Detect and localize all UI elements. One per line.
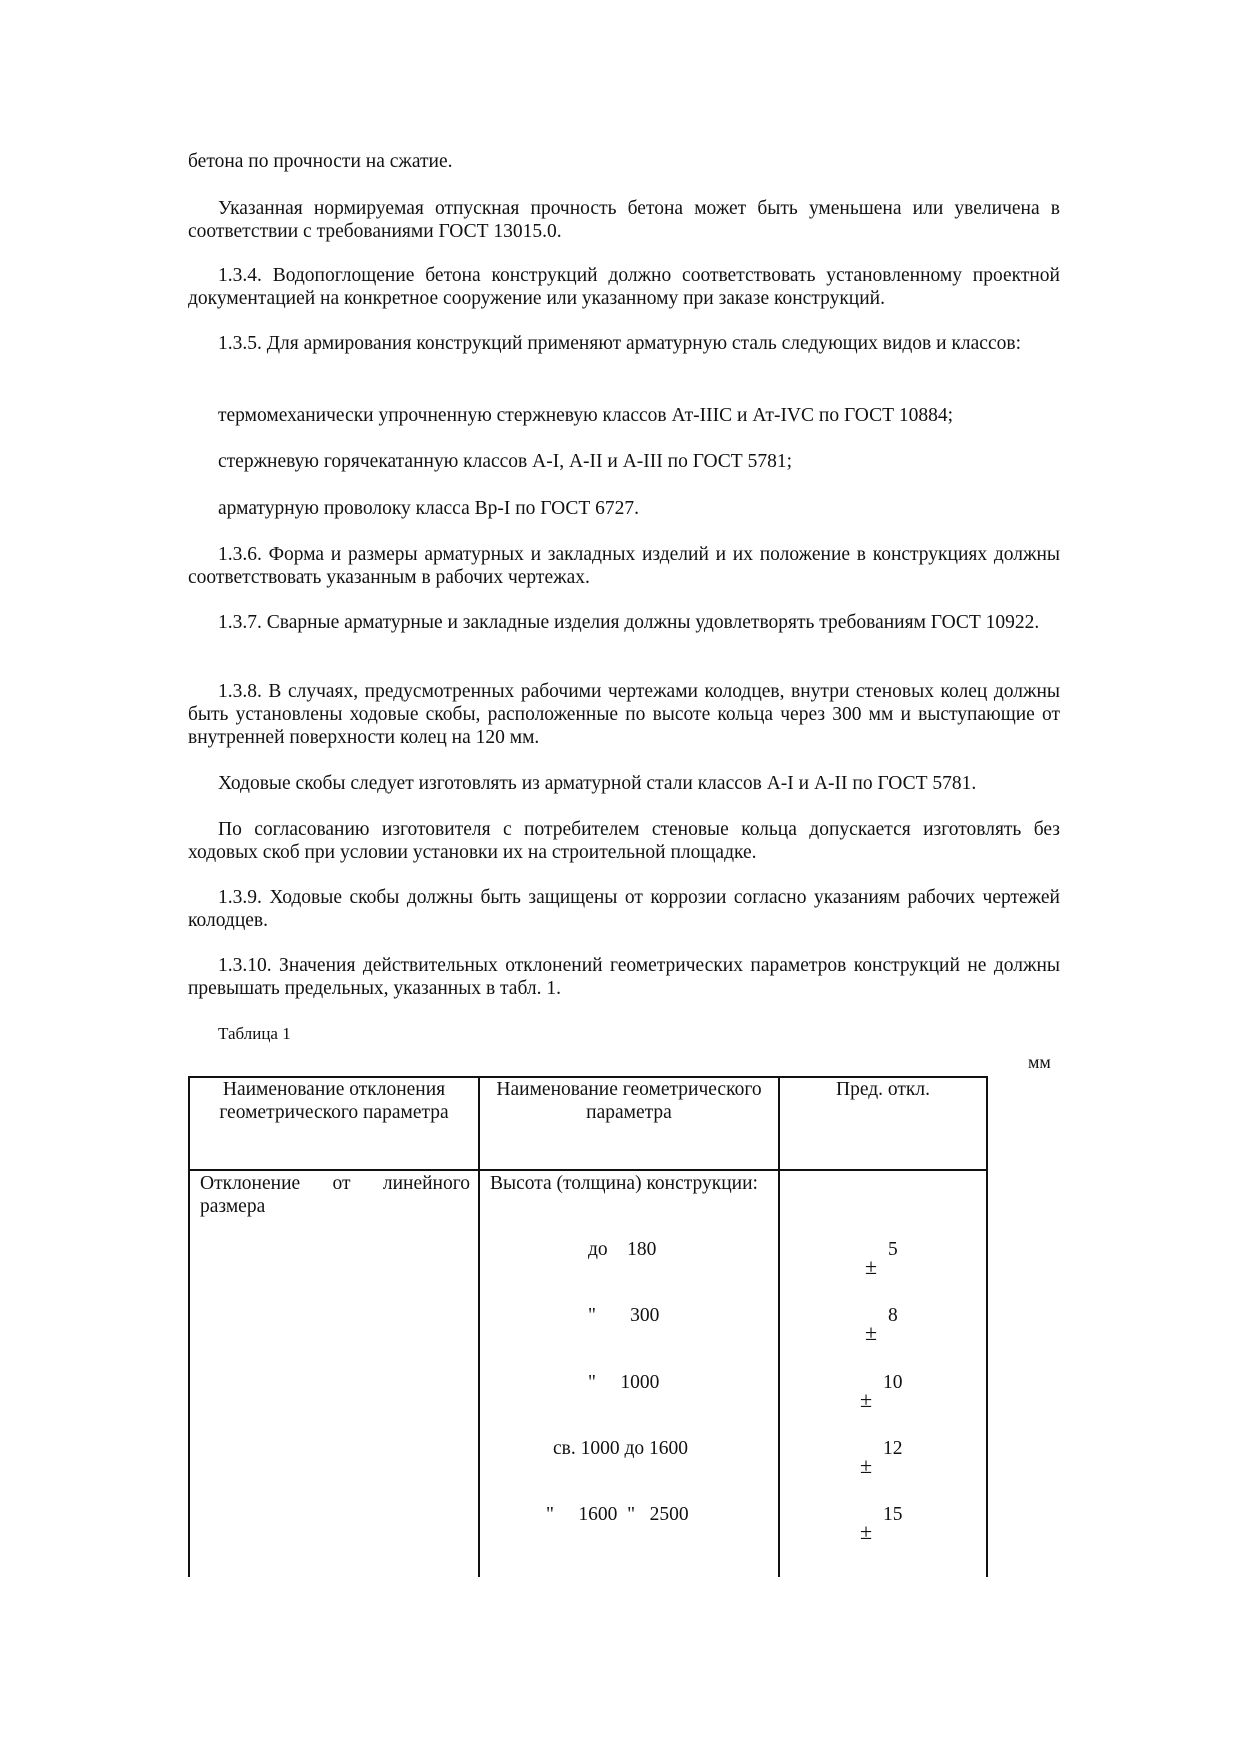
paragraph: 1.3.4. Водопоглощение бетона конструкций должно соответствовать установленному проектной документацией на конкретное сооружение или указанному при заказе конструкций.	[188, 265, 1060, 309]
paragraph: 1.3.6. Форма и размеры арматурных и закладных изделий и их положение в конструкциях должны соответствовать указанным в рабочих чертежах.	[188, 544, 1060, 588]
plus-minus-sign: ±	[860, 1387, 873, 1412]
table-border	[986, 1076, 988, 1577]
plus-minus-sign: ±	[865, 1254, 878, 1279]
param-value: " 300	[588, 1305, 660, 1326]
param-value: до 180	[588, 1239, 657, 1260]
param-label: Высота (толщина) конструкции:	[490, 1173, 758, 1194]
paragraph: 1.3.8. В случаях, предусмотренных рабочими чертежами колодцев, внутри стеновых колец должны быть установлены ходовые скобы, расположенные по высоте кольца через 300 мм и выступающие от внутренней поверхности колец на 120 мм.	[188, 681, 1060, 748]
paragraph: По согласованию изготовителя с потребителем стеновые кольца допускается изготовлять без ходовых скоб при условии установки их на строительной площадке.	[188, 819, 1060, 863]
paragraph: бетона по прочности на сжатие.	[188, 151, 453, 172]
plus-minus-sign: ±	[865, 1320, 878, 1345]
tolerance-value: 8	[888, 1305, 898, 1326]
table-border	[778, 1076, 780, 1577]
paragraph: 1.3.5. Для армирования конструкций применяют арматурную сталь следующих видов и классов:	[218, 333, 1021, 354]
paragraph: 1.3.10. Значения действительных отклонений геометрических параметров конструкций не должны превышать предельных, указанных в табл. 1.	[188, 955, 1060, 999]
table-border	[478, 1076, 480, 1577]
plus-minus-sign: ±	[860, 1519, 873, 1544]
paragraph: 1.3.7. Сварные арматурные и закладные изделия должны удовлетворять требованиям ГОСТ 10922.	[218, 612, 1040, 633]
paragraph: Указанная нормируемая отпускная прочность бетона может быть уменьшена или увеличена в соответствии с требованиями ГОСТ 13015.0.	[188, 198, 1060, 242]
table-header: Наименование отклонения геометрического параметра	[219, 1079, 449, 1123]
tolerance-value: 15	[883, 1504, 903, 1525]
tolerance-value: 10	[883, 1372, 903, 1393]
list-item: термомеханически упрочненную стержневую классов Ат-IIIС и Ат-IVС по ГОСТ 10884;	[218, 405, 954, 426]
table-header: Наименование геометрического параметра	[496, 1079, 762, 1123]
param-value: " 1600 " 2500	[546, 1504, 689, 1525]
param-value: " 1000	[588, 1372, 660, 1393]
table-border	[188, 1076, 190, 1577]
table-border	[188, 1169, 988, 1171]
table-header: Пред. откл.	[836, 1079, 930, 1100]
list-item: стержневую горячекатанную классов А-I, А-II и А-III по ГОСТ 5781;	[218, 451, 793, 472]
row-label: Отклонение от линейного размера	[200, 1173, 470, 1217]
param-value: св. 1000 до 1600	[553, 1438, 689, 1459]
plus-minus-sign: ±	[860, 1453, 873, 1478]
paragraph: Ходовые скобы следует изготовлять из арматурной стали классов А-I и А-II по ГОСТ 5781.	[218, 773, 977, 794]
tolerance-value: 12	[883, 1438, 903, 1459]
table-caption: Таблица 1	[218, 1024, 291, 1043]
paragraph: 1.3.9. Ходовые скобы должны быть защищены от коррозии согласно указаниям рабочих чертежей колодцев.	[188, 887, 1060, 931]
deviations-table	[188, 1076, 988, 1577]
table-unit: мм	[1028, 1052, 1051, 1072]
tolerance-value: 5	[888, 1239, 898, 1260]
list-item: арматурную проволоку класса Вр-I по ГОСТ 6727.	[218, 498, 640, 519]
